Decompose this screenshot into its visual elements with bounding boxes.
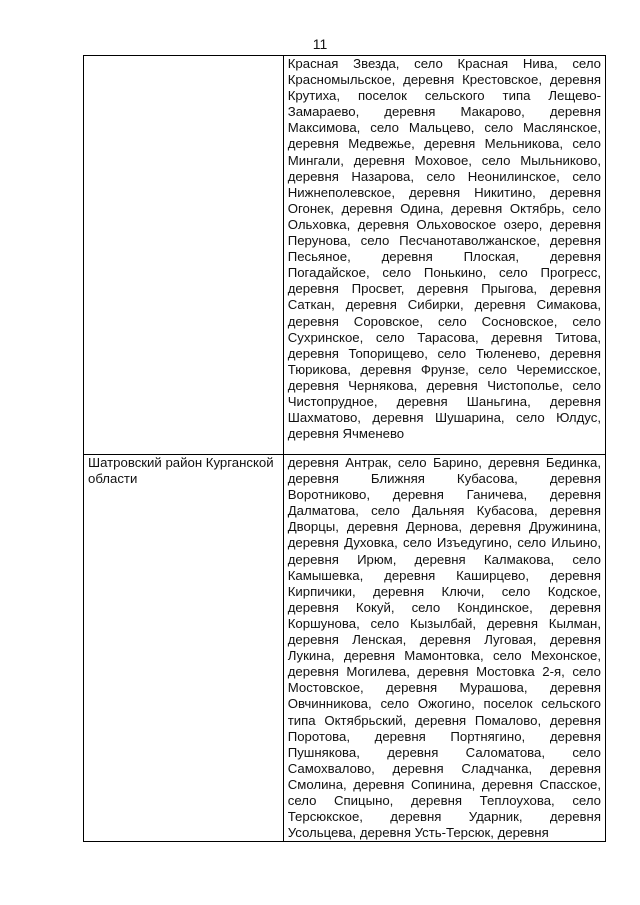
- page-number: 11: [312, 36, 328, 52]
- district-cell: Шатровский район Курганской области: [84, 455, 284, 842]
- settlements-table: [83, 55, 606, 842]
- district-cell: [84, 56, 284, 455]
- settlements-cell: Красная Звезда, село Красная Нива, село Красномыльское, деревня Крестовское, деревня Крутиха, поселок сельского типа Лещево-Замараево, деревня Макарово, деревня Максимова, село Мальцево, село Маслянское, деревня Медвежье, деревня Мельникова, село Мингали, деревня Моховое, село Мыльниково, деревня Назарова, село Неонилинское, село Нижнеполевское, деревня Никитино, деревня Огонек, деревня Одина, деревня Октябрь, село Ольховка, деревня Ольховоское озеро, деревня Перунова, село Песчанотаволжанское, деревня Песьяное, деревня Плоская, деревня Погадайское, село Понькино, село Прогресс, деревня Просвет, деревня Прыгова, деревня Саткан, деревня Сибирки, деревня Симакова, деревня Соровское, село Сосновское, село Сухринское, село Тарасова, деревня Титова, деревня Топорищево, село Тюленево, деревня Тюрикова, деревня Фрунзе, село Черемисское, деревня Чернякова, деревня Чистополье, село Чистопрудное, деревня Шаньгина, деревня Шахматово, деревня Шушарина, село Юлдус, деревня Ячменево: [283, 56, 605, 455]
- settlements-cell: деревня Антрак, село Барино, деревня Бединка, деревня Ближняя Кубасова, деревня Воротниково, деревня Ганичева, деревня Далматова, село Дальняя Кубасова, деревня Дворцы, деревня Дернова, деревня Дружинина, деревня Духовка, село Изъедугино, село Ильино, деревня Ирюм, деревня Калмакова, село Камышевка, деревня Каширцево, деревня Кирпичики, деревня Ключи, село Кодское, деревня Кокуй, село Кондинское, деревня Коршунова, село Кызылбай, деревня Кылман, деревня Ленская, деревня Луговая, деревня Лукина, деревня Мамонтовка, село Мехонское, деревня Могилева, деревня Мостовка 2-я, село Мостовское, деревня Мурашова, деревня Овчинникова, село Ожогино, поселок сельского типа Октябрьский, деревня Помалово, деревня Поротова, деревня Портнягино, деревня Пушнякова, деревня Саломатова, село Самохвалово, деревня Сладчанка, деревня Смолина, деревня Сопинина, деревня Спасское, село Спицыно, деревня Теплоухова, село Терсюкское, деревня Ударник, деревня Усольцева, деревня Усть-Терсюк, деревня: [283, 455, 605, 842]
- table-row: [84, 56, 606, 455]
- table-row: [84, 455, 606, 842]
